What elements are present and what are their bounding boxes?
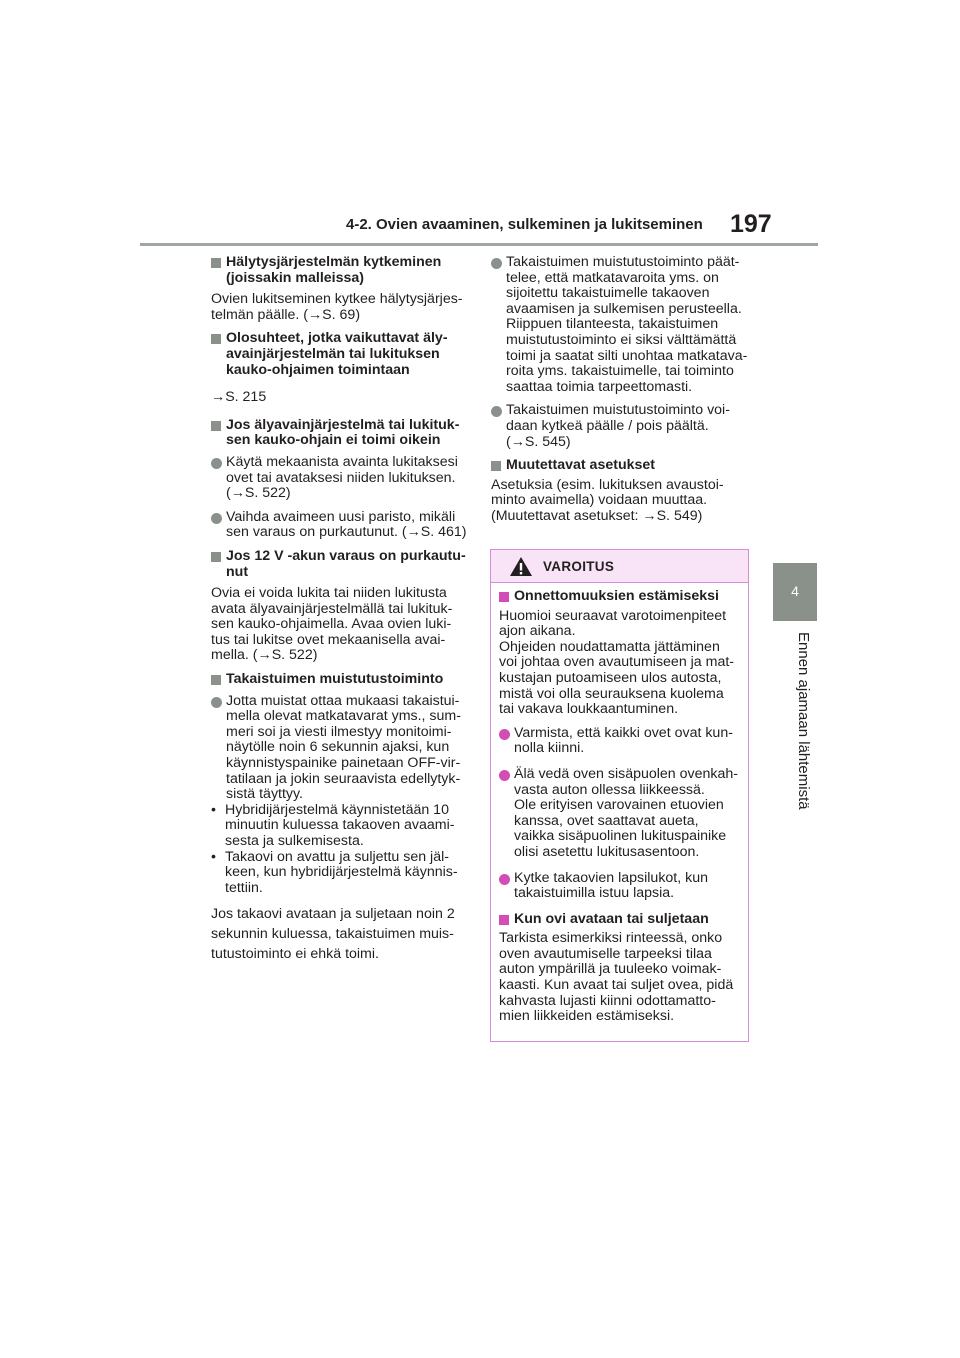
sub-list-item	[211, 803, 471, 850]
chapter-tab-number: 4	[791, 583, 799, 599]
text-line: Huomioi seuraavat varotoimenpiteet	[499, 607, 727, 624]
text-line: nut	[226, 563, 249, 580]
text-line: vaikka sisäpuolinen lukituspainike	[514, 828, 727, 845]
sub-list-item	[211, 850, 471, 897]
round-bullet-icon	[491, 258, 502, 269]
section-alarm	[211, 255, 471, 323]
square-bullet-icon	[491, 461, 501, 471]
section-heading	[211, 255, 471, 286]
text-line: ovet tai avataksesi niiden lukituksen.	[226, 469, 456, 486]
square-bullet-icon	[211, 258, 221, 268]
text-line: sekunnin kuluessa, takaistuimen muis-	[211, 926, 454, 943]
text-line: (→S. 545)	[506, 433, 571, 450]
list-item	[491, 403, 753, 450]
text-line: Jos älyavainjärjestelmä tai lukituk-	[226, 416, 460, 433]
left-column	[211, 255, 471, 972]
text-line: vasta auton ollessa liikkeessä.	[514, 781, 705, 798]
text-line: mella olevat matkatavarat yms., sum-	[226, 708, 461, 725]
warning-text	[499, 609, 738, 718]
section-heading	[211, 331, 471, 378]
warning-heading	[499, 589, 738, 605]
text-line: minto avaimella) voidaan muuttaa.	[491, 492, 708, 509]
warning-text	[499, 931, 738, 1025]
chapter-title: 4-2. Ovien avaaminen, sulkeminen ja lukitseminen	[346, 216, 703, 233]
text-line: Ovia ei voida lukita tai niiden lukitusta	[211, 585, 447, 602]
text-line: Takaistuimen muistutustoiminto	[226, 671, 444, 688]
round-bullet-icon	[211, 458, 222, 469]
square-bullet-icon	[211, 675, 221, 685]
warning-title: VAROITUS	[543, 559, 615, 574]
square-bullet-icon	[211, 334, 221, 344]
dot-marker: •	[211, 848, 216, 865]
text-line: voi johtaa oven avautumiseen ja mat-	[499, 654, 735, 671]
text-line: sen kauko-ohjain ei toimi oikein	[226, 432, 441, 449]
text-line: →S. 215	[211, 389, 267, 406]
text-line: mella. (→S. 522)	[211, 647, 318, 664]
text-line: sen kauko-ohjaimella. Avaa ovien luki-	[211, 616, 452, 633]
header-rule	[140, 243, 818, 246]
right-column	[491, 255, 753, 533]
text-line: tatilaan ja jokin seuraavista edellytyk-	[226, 770, 461, 787]
text-line: tai vakava loukkaantuminen.	[499, 701, 679, 718]
text-line: olisi asetettu lukitusasentoon.	[514, 843, 700, 860]
round-bullet-icon	[499, 770, 510, 781]
text-line: näytölle noin 6 sekunnin ajaksi, kun	[226, 739, 450, 756]
text-line: Ovien lukitseminen kytkee hälytysjärjes-	[211, 291, 463, 308]
section-heading	[211, 672, 471, 688]
text-line: Onnettomuuksien estämiseksi	[514, 588, 719, 604]
warning-triangle-icon	[509, 556, 533, 577]
dot-marker: •	[211, 801, 216, 818]
section-heading	[211, 549, 471, 580]
section-smart-key-fault	[211, 418, 471, 541]
text-line: Jos takaovi avataan ja suljetaan noin 2	[211, 906, 455, 923]
text-line: meri soi ja viesti ilmestyy monitoimi-	[226, 723, 452, 740]
section-body	[491, 478, 753, 525]
round-bullet-icon	[211, 513, 222, 524]
text-line: takaistuimilla istuu lapsia.	[514, 885, 675, 902]
text-line: telee, että matkatavaroita yms. on	[506, 269, 719, 286]
text-line: keen, kun hybridijärjestelmä käynnis-	[225, 864, 458, 881]
text-line: kaasti. Kun avaat tai suljet ovea, pidä	[499, 977, 734, 994]
square-bullet-icon	[499, 592, 509, 602]
text-line: Kytke takaovien lapsilukot, kun	[514, 869, 709, 886]
text-line: mistä voi olla seurauksena kuolema	[499, 685, 724, 702]
text-line: Älä vedä oven sisäpuolen ovenkah-	[514, 765, 739, 782]
text-line: Jos 12 V -akun varaus on purkautu-	[226, 547, 466, 564]
text-line: auton ympärillä ja tuuleeko voimak-	[499, 961, 722, 978]
warning-heading	[499, 912, 738, 928]
text-line: nolla kiinni.	[514, 740, 585, 757]
text-line: Muutettavat asetukset	[506, 457, 656, 474]
round-bullet-icon	[499, 729, 510, 740]
section-heading	[211, 418, 471, 449]
text-line: Varmista, että kaikki ovet ovat kun-	[514, 724, 733, 741]
text-line: muistutustoiminto ei siksi välttämättä	[506, 331, 737, 348]
text-line: kustajan putoamiseen ulos autosta,	[499, 669, 722, 686]
warning-body	[491, 583, 748, 1025]
text-line: (Muutettavat asetukset: →S. 549)	[491, 507, 703, 524]
section-body	[211, 390, 471, 406]
text-line: Takaistuimen muistutustoiminto voi-	[506, 402, 730, 419]
text-line: avainjärjestelmän tai lukituksen	[226, 345, 440, 362]
text-line: käynnistyspainike painetaan OFF-vir-	[226, 755, 461, 772]
text-line: roita yms. takaistuimelle, tai toiminto	[506, 363, 734, 380]
warning-header	[491, 550, 748, 583]
text-line: Ohjeiden noudattamatta jättäminen	[499, 638, 720, 655]
text-line: Takaovi on avattu ja suljettu sen jäl-	[225, 848, 449, 865]
warning-list-item	[499, 767, 738, 861]
square-bullet-icon	[499, 915, 509, 925]
section-body	[211, 904, 471, 964]
round-bullet-icon	[211, 697, 222, 708]
chapter-tab-label: Ennen ajamaan lähtemistä	[795, 632, 812, 810]
text-line: Hälytysjärjestelmän kytkeminen	[226, 254, 442, 270]
text-line: tutustoiminto ei ehkä toimi.	[211, 946, 379, 963]
text-line: Ole erityisen varovainen etuovien	[514, 797, 724, 814]
warning-box	[490, 549, 749, 1042]
text-line: Jotta muistat ottaa mukaasi takaistui-	[226, 692, 460, 709]
list-item	[211, 694, 471, 803]
text-line: kanssa, ovet saattavat aueta,	[514, 812, 699, 829]
section-conditions	[211, 331, 471, 405]
text-line: Kun ovi avataan tai suljetaan	[514, 910, 709, 927]
text-line: (→S. 522)	[226, 485, 291, 502]
section-heading	[491, 458, 753, 474]
square-bullet-icon	[211, 421, 221, 431]
text-line: kauko-ohjaimen toimintaan	[226, 361, 410, 378]
round-bullet-icon	[491, 406, 502, 417]
text-line: tettiin.	[225, 879, 263, 896]
text-line: sistä täyttyy.	[226, 786, 303, 803]
text-line: Takaistuimen muistutustoiminto päät-	[506, 254, 740, 270]
text-line: tus tai lukitse ovet mekaanisella avai-	[211, 631, 446, 648]
text-line: Hybridijärjestelmä käynnistetään 10	[225, 801, 449, 818]
round-bullet-icon	[499, 874, 510, 885]
text-line: Tarkista esimerkiksi rinteessä, onko	[499, 930, 723, 947]
text-line: avata älyavainjärjestelmällä tai lukituk-	[211, 600, 453, 617]
text-line: toimi ja saatat silti unohtaa matkatava-	[506, 347, 748, 364]
list-item	[211, 510, 471, 541]
section-custom-settings	[491, 458, 753, 524]
section-body	[211, 586, 471, 664]
text-line: mien liikkeiden estämiseksi.	[499, 1008, 675, 1025]
text-line: ajon aikana.	[499, 623, 576, 640]
text-line: Riippuen tilanteesta, takaistuimen	[506, 316, 719, 333]
list-item	[491, 255, 753, 395]
text-line: Asetuksia (esim. lukituksen avaustoi-	[491, 476, 724, 493]
text-line: kahvasta lujasti kiinni odottamatto-	[499, 992, 716, 1009]
warning-list-item	[499, 871, 738, 902]
text-line: oven avautumiselle tarpeeksi tilaa	[499, 945, 712, 962]
page-number: 197	[730, 210, 772, 238]
warning-list-item	[499, 726, 738, 757]
text-line: sen varaus on purkautunut. (→S. 461)	[226, 524, 467, 541]
section-rear-seat-reminder	[211, 672, 471, 964]
text-line: minuutin kuluessa takaoven avaami-	[225, 817, 455, 834]
section-body	[211, 292, 471, 323]
text-line: saattaa toimia tarpeettomasti.	[506, 378, 693, 395]
text-line: Olosuhteet, jotka vaikuttavat äly-	[226, 330, 448, 347]
text-line: telmän päälle. (→S. 69)	[211, 306, 361, 323]
square-bullet-icon	[211, 552, 221, 562]
text-line: sijoitettu takaistuimelle takaoven	[506, 285, 710, 302]
text-line: sesta ja sulkemisesta.	[225, 833, 364, 849]
section-battery	[211, 549, 471, 664]
list-item	[211, 455, 471, 502]
text-line: (joissakin malleissa)	[226, 269, 365, 286]
text-line: Vaihda avaimeen uusi paristo, mikäli	[226, 508, 456, 525]
text-line: avaamisen ja sulkemisen perusteella.	[506, 300, 742, 317]
text-line: daan kytkeä päälle / pois päältä.	[506, 417, 709, 434]
text-line: Käytä mekaanista avainta lukitaksesi	[226, 453, 458, 470]
